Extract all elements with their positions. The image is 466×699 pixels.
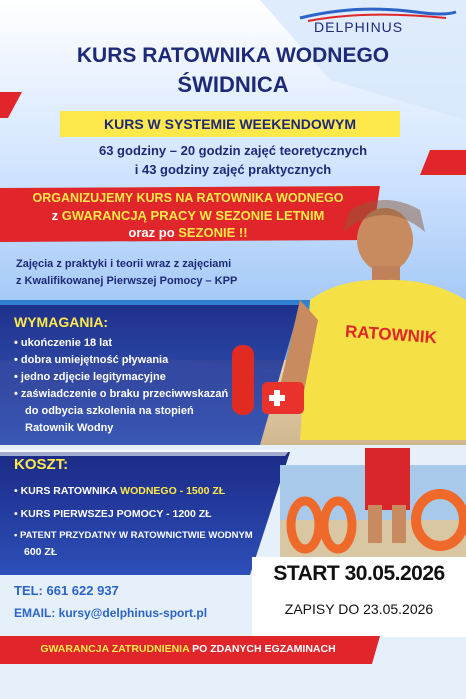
hours-line1: 63 godziny – 20 godzin zajęć teoretycznych xyxy=(98,143,368,158)
requirements-heading: WYMAGANIA: xyxy=(14,314,109,330)
contact-phone[interactable]: TEL: 661 622 937 xyxy=(14,583,119,598)
list-item: • zaświadczenie o braku przeciwwskazań xyxy=(14,388,229,400)
cost-item-3-price: 600 ZŁ xyxy=(24,546,58,558)
system-banner: KURS W SYSTEMIE WEEKENDOWYM xyxy=(60,111,400,137)
offer-line1: ORGANIZUJEMY KURS NA RATOWNIKA WODNEGO xyxy=(32,191,344,205)
offer-line3-prefix: oraz po xyxy=(128,225,179,240)
signup-deadline: ZAPISY DO 23.05.2026 xyxy=(284,601,434,617)
cost-item-1: • KURS RATOWNIKA WODNEGO - 1500 ZŁ xyxy=(14,485,226,497)
cost-item-3: • PATENT PRZYDATNY W RATOWNICTWIE WODNYM xyxy=(14,530,253,541)
list-item-continuation: Ratownik Wodny xyxy=(25,422,114,434)
list-item: • ukończenie 18 lat xyxy=(14,337,113,349)
logo xyxy=(296,4,460,36)
footer-guarantee: GWARANCJA ZATRUDNIENIA PO ZDANYCH EGZAMINACH xyxy=(40,643,336,655)
title-line2: ŚWIDNICA xyxy=(177,72,289,97)
list-item: • dobra umiejętność pływania xyxy=(14,354,169,366)
classes-line1: Zajęcia z praktyki i teorii wraz z zajęciami xyxy=(16,258,232,270)
hours-line2: i 43 godziny zajęć praktycznych xyxy=(134,162,332,177)
offer-line2-highlight: GWARANCJĄ PRACY W SEZONIE LETNIM xyxy=(61,208,325,223)
start-date: START 30.05.2026 xyxy=(273,562,445,585)
requirements-list xyxy=(14,335,228,437)
list-item-continuation: do odbycia szkolenia na stopień xyxy=(25,405,194,417)
cost-item-2: • KURS PIERWSZEJ POMOCY - 1200 ZŁ xyxy=(14,508,212,520)
offer-line3 xyxy=(0,225,376,240)
offer-line2-prefix: z xyxy=(51,208,62,223)
contact-email[interactable]: EMAIL: kursy@delphinus-sport.pl xyxy=(14,606,208,620)
shirt-text: RATOWNIK xyxy=(344,321,438,348)
title-line1: KURS RATOWNIKA WODNEGO xyxy=(76,44,390,67)
logo-text: DELPHINUS xyxy=(314,19,404,35)
list-item: • jedno zdjęcie legitymacyjne xyxy=(14,371,166,383)
offer-line2 xyxy=(0,208,376,223)
offer-line3-highlight: SEZONIE !! xyxy=(178,225,248,240)
cost-heading: KOSZT: xyxy=(14,456,69,473)
classes-line2: z Kwalifikowanej Pierwszej Pomocy – KPP xyxy=(16,275,238,287)
